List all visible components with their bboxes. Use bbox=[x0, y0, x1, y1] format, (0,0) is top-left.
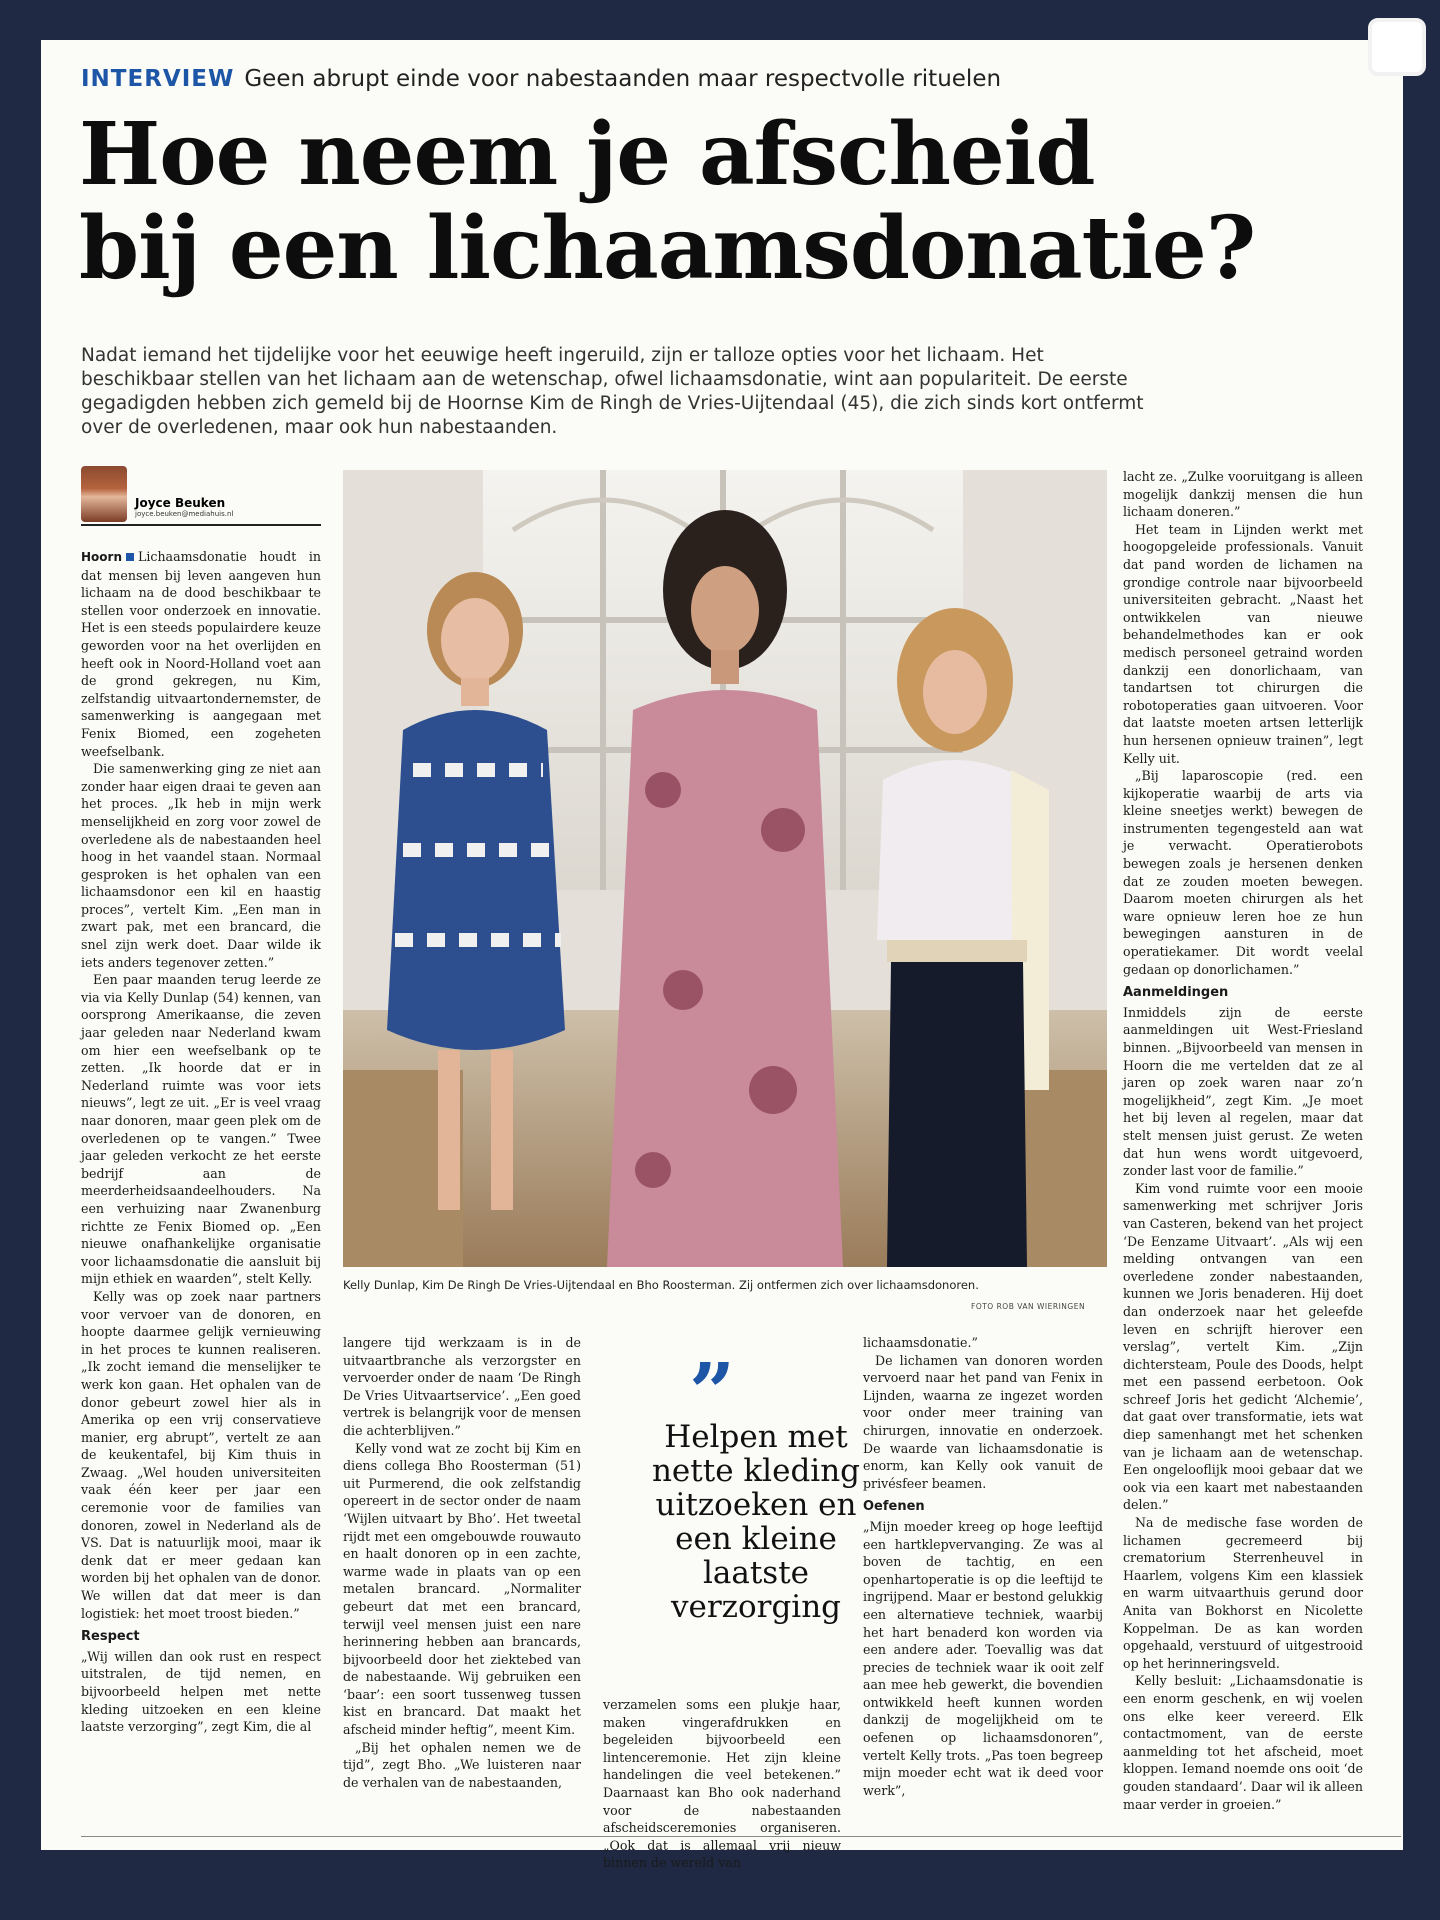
article-column-3 bbox=[603, 1696, 841, 1871]
byline-rule bbox=[81, 524, 321, 526]
paragraph: „Bij het ophalen nemen we de tijd”, zegt Bho. „We luisteren naar de verhalen van de nabestaanden, bbox=[343, 1739, 581, 1790]
paragraph: lichaamsdonatie.” bbox=[863, 1335, 978, 1350]
paragraph: „Bij laparoscopie (red. een kijkoperatie waarbij de arts via kleine sneetjes werkt) bewegen de instrumenten tegengesteld aan wat je verwacht. Operatierobots bewegen zoals je hersenen denken dat ze zouden moeten bewegen. Daarom moeten chirurgen als het ware opnieuw leren hoe ze hun bewegingen aansturen in de operatiekamer. Dit wordt veelal gedaan op donorlichamen.” bbox=[1123, 768, 1363, 977]
paragraph: langere tijd werkzaam is in de uitvaartbranche als verzorgster en vervoerder onder de naam ‘De Ringh De Vries Uitvaartservice’. „Een goed vertrek is belangrijk voor de mensen die achterblijven.” bbox=[343, 1335, 581, 1438]
paragraph: Na de medische fase worden de lichamen gecremeerd bij crematorium Sterrenheuvel in Haarlem, volgens Kim een klassiek en warm uitvaarthuis gerund door Anita van Bokhorst en Nicolette Koppelman. De as kan worden opgehaald, verstuurd of uitgestrooid op het herinneringsveld. bbox=[1123, 1515, 1363, 1671]
intro-paragraph: Nadat iemand het tijdelijke voor het eeuwige heeft ingeruild, zijn er talloze opties voor het lichaam. Het beschikbaar stellen van het lichaam aan de wetenschap, ofwel lichaamsdonatie, wint aan populariteit. De eerste gegadigden hebben zich gemeld bij de Hoornse Kim de Ringh de Vries-Uijtendaal (45), die zich sinds kort ontfermt over de overledenen, maar ook hun nabestaanden. bbox=[81, 345, 1144, 438]
paragraph: verzamelen soms een plukje haar, maken vingerafdrukken en begeleiden bijvoorbeeld een lintenceremonie. Het zijn kleine handelingen die veel betekenen.” Daarnaast kan Bho ook naderhand voor de nabestaanden afscheidsceremonies organiseren. „Ook dat is allemaal vrij nieuw binnen de wereld van bbox=[603, 1697, 841, 1871]
paragraph: lacht ze. „Zulke vooruitgang is alleen mogelijk dankzij mensen die hun lichaam doneren.” bbox=[1123, 469, 1363, 520]
paragraph: De lichamen van donoren worden vervoerd naar het pand van Fenix in Lijnden, waarna ze ingezet worden voor onder meer training van chirurgen, innovatie en onderzoek. De waarde van lichaamsdonatie is enorm, kan Kelly ook vanuit de privésfeer beamen. bbox=[863, 1352, 1103, 1491]
photo-credit: FOTO ROB VAN WIERINGEN bbox=[971, 1302, 1086, 1311]
paragraph: Die samenwerking ging ze niet aan zonder haar eigen draai te geven aan het proces. „Ik heb in mijn werk menselijkheid en zorg voor zowel de overledene als de nabestaanden heel hoog in het vaandel staan. Normaal gesproken is het ophalen van een lichaamsdonor een kil en haastig proces”, vertelt Kim. „Een man in zwart pak, met een brancard, die snel zijn werk doet. Daar wilde ik iets anders tegenover zetten.” bbox=[81, 761, 321, 970]
photo-illustration bbox=[343, 470, 1107, 1267]
paragraph: „Wij willen dan ook rust en respect uitstralen, de tijd nemen, en bijvoorbeeld helpen met nette kleding uitzoeken en een kleine laatste verzorging”, zegt Kim, die al bbox=[81, 1648, 321, 1735]
newspaper-page bbox=[41, 40, 1403, 1871]
share-icon[interactable] bbox=[1368, 18, 1426, 76]
headline bbox=[79, 104, 1369, 299]
author-byline bbox=[81, 466, 321, 524]
dateline: Hoorn bbox=[81, 550, 122, 564]
subheading-aanmeldingen: Aanmeldingen bbox=[1123, 985, 1229, 1001]
article-column-4 bbox=[863, 1334, 1103, 1844]
author-avatar bbox=[81, 466, 127, 522]
paragraph: Lichaamsdonatie houdt in dat mensen bij leven aangeven hun lichaam na de dood beschikbaar te stellen voor onderzoek en innovatie. Het is een steeds populairdere keuze geworden voor na het overlijden en heeft ook in Noord-Holland voet aan de grond gekregen, nu Kim, zelfstandig uitvaartondernemster, de samenwerking is aangegaan met Fenix Biomed, een zogeheten weefselbank. bbox=[81, 549, 321, 759]
main-photo bbox=[343, 470, 1107, 1267]
pull-quote: Helpen met nette kleding uitzoeken en een kleine laatste verzorging bbox=[651, 1419, 861, 1625]
kicker-subtitle: Geen abrupt einde voor nabestaanden maar respectvolle rituelen bbox=[244, 66, 1002, 92]
article-column-5 bbox=[1123, 468, 1363, 1844]
photo-caption: Kelly Dunlap, Kim De Ringh De Vries-Uijtendaal en Bho Roosterman. Zij ontfermen zich over lichaamsdonoren. bbox=[343, 1278, 979, 1292]
quote-mark: ” bbox=[689, 1345, 736, 1439]
paragraph: Een paar maanden terug leerde ze via via Kelly Dunlap (54) kennen, van oorsprong Amerikaanse, die zeven jaar geleden naar Nederland kwam om hier een weefselbank op te zetten. „Ik hoorde dat er in Nederland ruimte was voor iets nieuws”, legt ze uit. „Er is veel vraag naar donoren, maar geen plek om de overledenen op te vangen.” Twee jaar geleden verkocht ze het eerste bedrijf aan de meerderheidsaandeelhouders. Na een verhuizing naar Zwanenburg richtte ze Fenix Biomed op. „Een nieuwe onafhankelijke organisatie voor lichaamsdonatie die aansluit bij mijn ethiek en waarden”, stelt Kelly. bbox=[81, 972, 321, 1287]
section-tag: INTERVIEW bbox=[81, 66, 235, 92]
dateline-square bbox=[126, 553, 134, 561]
paragraph: Inmiddels zijn de eerste aanmeldingen uit West-Friesland binnen. „Bijvoorbeeld van mensen in Hoorn die me vertelden dat ze al jaren op zoek waren naar zo’n mogelijkheid”, zegt Kim. „Je moet het bij leven al regelen, maar dat stelt mensen juist gerust. Ze weten dat hun wens wordt uitgevoerd, zonder last voor de familie.” bbox=[1123, 1004, 1363, 1179]
footer-rule bbox=[81, 1836, 1401, 1837]
paragraph: Kelly besluit: „Lichaamsdonatie is een enorm geschenk, en wij voelen ons elke keer vereerd. Elk contactmoment, van de eerste aanmelding tot het afscheid, moet kloppen. Iemand noemde ons ooit ‘de gouden standaard’. Daar wil ik alleen maar verder in groeien.” bbox=[1123, 1673, 1363, 1812]
article-column-1 bbox=[81, 548, 321, 1836]
author-email: joyce.beuken@mediahuis.nl bbox=[135, 510, 234, 518]
headline-line-1: Hoe neem je afscheid bbox=[79, 104, 1095, 205]
paragraph: Kelly vond wat ze zocht bij Kim en diens collega Bho Roosterman (51) uit Purmerend, die ook zelfstandig opereert in de sector onder de naam ‘Wijlen uitvaart by Bho’. Het tweetal rijdt met een omgebouwde rouwauto en haalt donoren op in een zachte, warme wade in plaats van op een metalen brancard. „Normaliter gebeurt dat met een brancard, terwijl veel mensen juist een nare herinnering hebben aan brancards, bijvoorbeeld door het ziektebed van de nabestaande. Wij gebruiken een ‘baar’: een soort tussenweg tussen kist en brancard. Dat maakt het afscheid minder heftig”, meent Kim. bbox=[343, 1440, 581, 1738]
subheading-respect: Respect bbox=[81, 1629, 140, 1645]
kicker bbox=[81, 66, 1001, 92]
subheading-oefenen: Oefenen bbox=[863, 1499, 925, 1515]
author-name: Joyce Beuken bbox=[135, 496, 226, 510]
headline-line-2: bij een lichaamsdonatie? bbox=[79, 198, 1256, 299]
article-column-2 bbox=[343, 1334, 581, 1844]
paragraph: Kim vond ruimte voor een mooie samenwerking met schrijver Joris van Casteren, bekend van het project ‘De Eenzame Uitvaart’. „Als wij een melding ontvangen van een overledene zonder nabestaanden, kunnen we Joris benaderen. Hij doet dan onderzoek naar het geleefde leven en schrijft hierover een verslag”, vertelt Kim. „Zijn dichtersteam, Poule des Doods, helpt met een passend eerbetoon. Ook schreef Joris het gedicht ‘Alchemie’, dat gaat over transformatie, iets wat diep samenhangt met het schenken van je lichaam aan de wetenschap. Een ongelooflijk mooi gebaar dat we ook via een kaart met nabestaanden delen.” bbox=[1123, 1180, 1363, 1513]
paragraph: Kelly was op zoek naar partners voor vervoer van de donoren, en hoopte daarmee gelijk vernieuwing in het proces te kunnen realiseren. „Ik zocht iemand die menselijker te werk kon gaan. Het ophalen van de donor gebeurt zowel hier als in Amerika op een vrij conservatieve manier, erg abrupt”, vertelt ze aan de keukentafel, bij Kim thuis in Zwaag. „Wel houden universiteiten vaak één keer per jaar een ceremonie voor de families van donoren, zowel in Nederland als de VS. Dat is natuurlijk mooi, maar ik denk dat er meer gedaan kan worden bij het ophalen van de donor. We willen dat dat meer is dan logistiek: het moet troost bieden.” bbox=[81, 1288, 321, 1621]
paragraph: Het team in Lijnden werkt met hoogopgeleide professionals. Vanuit dat pand worden de lichamen na grondige controle naar bijvoorbeeld universiteiten gebracht. „Naast het ontwikkelen van nieuwe behandelmethodes kan er ook medisch personeel getraind worden dankzij een donorlichaam, van tandartsen tot chirurgen die robotoperaties gaan uitvoeren. Voor dat laatste moeten artsen letterlijk hun hersenen opnieuw trainen”, legt Kelly uit. bbox=[1123, 521, 1363, 766]
paragraph: „Mijn moeder kreeg op hoge leeftijd een hartklepvervanging. Ze was al boven de tachtig, en een openhartoperatie is op die leeftijd te ingrijpend. Maar er bestond gelukkig een alternatieve techniek, waarbij het hart benaderd kon worden via een andere ader. Toevallig was dat precies de techniek waar ik ooit zelf aan mee heb gewerkt, die bovendien ontwikkeld heeft kunnen worden dankzij de mogelijkheid om te oefenen op lichaamsdonoren”, vertelt Kelly trots. „Pas toen begreep mijn moeder echt wat ik deed voor werk”, bbox=[863, 1518, 1103, 1798]
